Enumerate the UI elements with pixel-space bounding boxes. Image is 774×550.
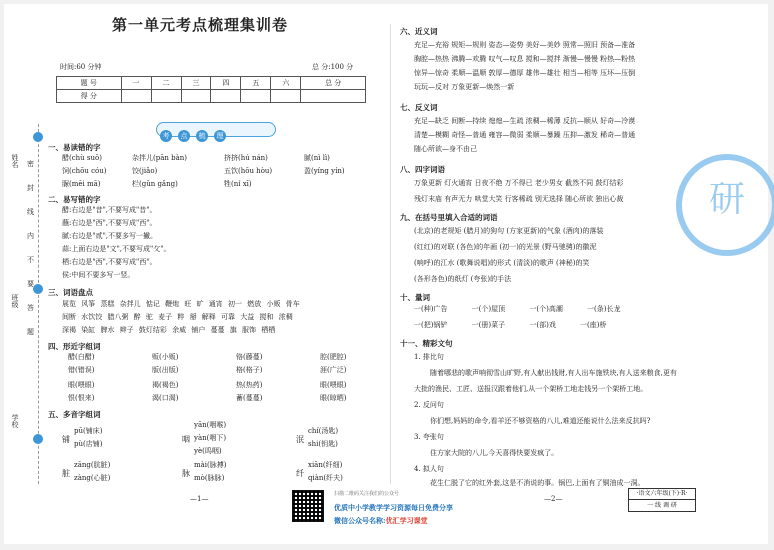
s1-item: 醋(chù suō) xyxy=(62,154,102,162)
banner-char: 考 xyxy=(160,130,172,142)
s1-item: 牲(ní xī) xyxy=(224,180,252,188)
binding-hole-mid xyxy=(33,284,43,294)
s3-row: 展览 风筝 蒸糕 杂拌儿 惦记 鞭炮 旺 旷 通宵 初一 燃放 小贩 骨车 xyxy=(62,300,300,308)
score-input-cell[interactable] xyxy=(271,90,301,103)
s1-item: 脲(mēi mā) xyxy=(62,180,101,188)
score-cell: 总 分 xyxy=(301,77,366,90)
s5-char: 纤 xyxy=(296,469,304,478)
section-9-title: 九、在括号里填入合适的词语 xyxy=(400,213,498,222)
section-4-title: 四、形近字组词 xyxy=(48,342,101,351)
score-cell: 三 xyxy=(181,77,211,90)
s9-row: (各形各色)的纸灯 (夸张)的手法 xyxy=(414,275,512,283)
notice-char: 线 xyxy=(27,208,34,216)
score-input-cell[interactable] xyxy=(121,90,151,103)
s11-subheading: 3. 夸张句 xyxy=(414,433,444,441)
section-5-title: 五、多音字组词 xyxy=(48,410,101,419)
column-divider xyxy=(390,24,391,484)
s4-item: 眼(晾晒) xyxy=(320,394,347,402)
s5-reading: pù(店铺) xyxy=(74,440,103,448)
notice-char: 不 xyxy=(27,256,34,264)
time-limit: 时间:60 分钟 xyxy=(60,63,102,71)
ad-line-2 xyxy=(334,516,428,526)
s11-text: 随着哪悲的歌声响彻雪山旷野,有人献出钱财,有人出车施铁块,有人送来粮食,更有 xyxy=(430,369,677,377)
s1-item: 盈(yíng yín) xyxy=(304,167,345,175)
banner-char: 梳 xyxy=(196,130,208,142)
section-6-title: 六、近义词 xyxy=(400,27,438,36)
s11-text: 住方家大院的八儿,今天喜得快要发疯了。 xyxy=(430,449,559,457)
s5-char: 泯 xyxy=(296,435,304,444)
s5-reading: zàng(心脏) xyxy=(74,474,111,482)
s1-item: 挤挤(hú nán) xyxy=(224,154,268,162)
score-cell: 六 xyxy=(271,77,301,90)
s5-reading: chí(汤匙) xyxy=(308,427,339,435)
s2-item: 栖:右边是"西",不要写成"西"。 xyxy=(62,258,157,266)
score-input-cell[interactable] xyxy=(211,90,241,103)
section-3-title: 三、词语盘点 xyxy=(48,288,93,297)
s5-reading: zāng(肮脏) xyxy=(74,461,111,469)
binding-hole-top xyxy=(33,132,43,142)
binding-line xyxy=(38,124,39,484)
s5-reading: mò(脉脉) xyxy=(194,474,225,482)
s4-item: 醋(白醋) xyxy=(68,353,95,361)
s11-subheading: 4. 拟人句 xyxy=(414,465,444,473)
s1-item: 饲(chōu cóu) xyxy=(62,167,107,175)
s4-item: 热(热药) xyxy=(236,381,263,389)
s4-item: 渴(口渴) xyxy=(152,394,179,402)
s5-char: 脏 xyxy=(62,469,70,478)
qr-hint: 扫描二维码关注我们的公众号 xyxy=(334,491,400,497)
score-table xyxy=(56,76,366,103)
score-input-cell[interactable] xyxy=(181,90,211,103)
s8-row: 残灯末庙 有声无力 哄堂大笑 行客稀疏 别无选择 随心所欲 独出心裁 xyxy=(414,195,624,203)
section-2-title: 二、易写错的字 xyxy=(48,195,101,204)
s5-reading: mài(脉搏) xyxy=(194,461,227,469)
ad-label: 微信公众号名称: xyxy=(334,516,386,525)
s1-item: 栏(gǔn gǎng) xyxy=(132,180,178,188)
section-1-title: 一、易读错的字 xyxy=(48,143,101,152)
s3-row: 间断 水饮饺 腊八粥 醉 驼 麦子 粹 掰 解释 可靠 大益 搅和 浓稠 xyxy=(62,313,293,321)
score-cell: 四 xyxy=(211,77,241,90)
s6-row: 胸腔—热热 沸腾—欢腾 叹气—叹息 搅和—搅拌 渐慢—慢慢 粉热—粉热 xyxy=(414,55,636,63)
s11-subheading: 2. 反问句 xyxy=(414,401,444,409)
s9-row: (北京)的老规矩 (腊月)的狗句 (方家更新)的气象 (酒肉)的落装 xyxy=(414,227,604,235)
s5-reading: qiàn(纤夫) xyxy=(308,474,343,482)
s4-item: 腔(肥腔) xyxy=(320,353,347,361)
grade-badge xyxy=(628,488,696,512)
score-header-row xyxy=(57,77,366,90)
binding-notice xyxy=(27,159,34,337)
s4-item: 恨(恨来) xyxy=(68,394,95,402)
s11-subheading: 1. 排比句 xyxy=(414,353,444,361)
grade-badge-bottom: 一 线 调 研 xyxy=(647,502,677,509)
ad-account-name: 优汇学习课堂 xyxy=(385,516,428,525)
s5-reading: yè(呜咽) xyxy=(194,447,222,455)
binding-hole-bottom xyxy=(33,434,43,444)
s8-row: 万象更新 灯火通宵 日夜不绝 万不得已 老少男女 截然不同 鼓灯结彩 xyxy=(414,179,624,187)
s2-item: 蒜:上面右边是"文",不要写成"攵"。 xyxy=(62,245,171,253)
name-label: 姓名 xyxy=(11,154,19,168)
s4-item: 铬(藤蔓) xyxy=(236,353,263,361)
s6-row: 充足—充裕 规矩—规则 姿态—姿势 美好—美妙 照常—照旧 预备—准备 xyxy=(414,41,636,49)
notice-char: 答 xyxy=(27,304,34,312)
score-input-cell[interactable] xyxy=(151,90,181,103)
s7-row: 清楚—模糊 奇怪—普通 雍容—微弱 柔顺—暴躁 压抑—激发 稀奇—普通 xyxy=(414,131,636,139)
page-number-right: —2— xyxy=(544,495,563,503)
s9-row: (红红)的对联 (各色)的年画 (初一)的光景 (野马驰骋)的徽泥 xyxy=(414,243,597,251)
page-number-left: —1— xyxy=(190,495,209,503)
grade-badge-top: ·语文六年级(下)·R· xyxy=(629,489,695,500)
s7-row: 充足—缺乏 间断—持续 熄熄—生疏 浓稠—稀薄 反抗—顺从 好奇—冷漠 xyxy=(414,117,636,125)
s4-item: 格(格子) xyxy=(236,366,263,374)
notice-char: 内 xyxy=(27,232,34,240)
s4-item: 错(错误) xyxy=(68,366,95,374)
s2-item: 腻:右边是"贰",不要多写一撇。 xyxy=(62,232,158,240)
s6-row: 玩玩—反对 万象更新—焕然一新 xyxy=(414,83,515,91)
s1-item: 腻(nì lì) xyxy=(304,154,330,162)
s9-row: (响呼)的江水 (歌舞说唱)的形式 (清淡)的歌声 (神秘)的笑 xyxy=(414,259,590,267)
s5-reading: xiān(纤细) xyxy=(308,461,343,469)
qr-code-icon[interactable] xyxy=(292,490,324,522)
s5-reading: yān(咽喉) xyxy=(194,421,227,429)
s1-item: 饺(jiǎo) xyxy=(132,167,158,175)
s5-char: 铺 xyxy=(62,435,70,444)
s2-item: 蘸:右边是"西",不要写成"西"。 xyxy=(62,219,157,227)
section-10-title: 十、量词 xyxy=(400,293,430,302)
s5-reading: yàn(咽下) xyxy=(194,434,227,442)
s10-row: 一(种)广告 一(个)屋顶 一(个)高潮 一(条)长龙 xyxy=(414,305,621,313)
s4-item: 版(出版) xyxy=(152,366,179,374)
notice-char: 要 xyxy=(27,280,34,288)
s3-row: 深褐 染缸 脾水 辫子 鼓灯结彩 余威 铺户 蔓蔓 旗 服饰 栖栖 xyxy=(62,326,276,334)
banner-char: 理 xyxy=(214,130,226,142)
s11-text: 花生仁脱了它的红外套,这是不消说的事。锅巴,上面有了铜油成一洞。 xyxy=(430,479,645,487)
section-8-title: 八、四字词语 xyxy=(400,165,445,174)
score-input-cell[interactable] xyxy=(241,90,271,103)
school-label: 学校 xyxy=(11,414,19,428)
ad-line-1: 优质中小学教学学习资源每日免费分享 xyxy=(334,503,453,512)
s1-item: 杂拌儿(pān bàn) xyxy=(132,154,188,162)
exam-sheet xyxy=(4,4,768,544)
s5-reading: shi(钥匙) xyxy=(308,440,338,448)
score-cell: 题 号 xyxy=(57,77,122,90)
section-11-title: 十一、精彩文句 xyxy=(400,339,453,348)
s5-char: 脉 xyxy=(182,469,190,478)
s5-char: 咽 xyxy=(182,435,190,444)
total-score: 总 分:100 分 xyxy=(312,63,354,71)
score-cell: 五 xyxy=(241,77,271,90)
s2-item: 侯:中间不要多写一竖。 xyxy=(62,271,135,279)
score-cell: 二 xyxy=(151,77,181,90)
s2-item: 醋:右边是"昔",不要写成"昔"。 xyxy=(62,206,157,214)
score-input-cell[interactable] xyxy=(301,90,366,103)
s5-reading: pū(铺床) xyxy=(74,427,103,435)
s4-item: 眼(喂眼) xyxy=(320,381,347,389)
s10-row: 一(把)锅铲 一(册)菜子 一(部)戏 一(座)桥 xyxy=(414,321,607,329)
banner-char: 点 xyxy=(178,130,190,142)
s7-row: 随心所欲—身不由己 xyxy=(414,145,477,153)
section-7-title: 七、反义词 xyxy=(400,103,438,112)
s4-item: 褐(褐色) xyxy=(152,381,179,389)
s4-item: 眼(喂眼) xyxy=(68,381,95,389)
s6-row: 惊异—惊奇 柔顺—温顺 敦厚—德厚 雄伟—雄壮 相当—相等 压坏—压倒 xyxy=(414,69,636,77)
section-banner xyxy=(156,122,276,140)
research-stamp: 研 xyxy=(676,154,774,256)
s4-item: 蓄(蔓蔓) xyxy=(236,394,263,402)
s11-text: 你们想,妈妈的命令,看羊还不够资格的八儿,难道还能说什么法来反抗吗? xyxy=(430,417,651,425)
score-value-row xyxy=(57,90,366,103)
class-label: 班级 xyxy=(11,294,19,308)
score-cell: 一 xyxy=(121,77,151,90)
page-title: 第一单元考点梳理集训卷 xyxy=(112,16,289,34)
notice-char: 密 xyxy=(27,160,34,168)
notice-char: 题 xyxy=(27,328,34,336)
s4-item: 贩(小贩) xyxy=(152,353,179,361)
s4-item: 涯(广泛) xyxy=(320,366,347,374)
s11-text: 大批的渔民、工匠、送报汉跟着他们,从一个架桥工地走钱另一个架桥工地。 xyxy=(414,385,648,393)
score-cell: 得 分 xyxy=(57,90,122,103)
s1-item: 五饮(hōu hòu) xyxy=(224,167,273,175)
notice-char: 封 xyxy=(27,184,34,192)
